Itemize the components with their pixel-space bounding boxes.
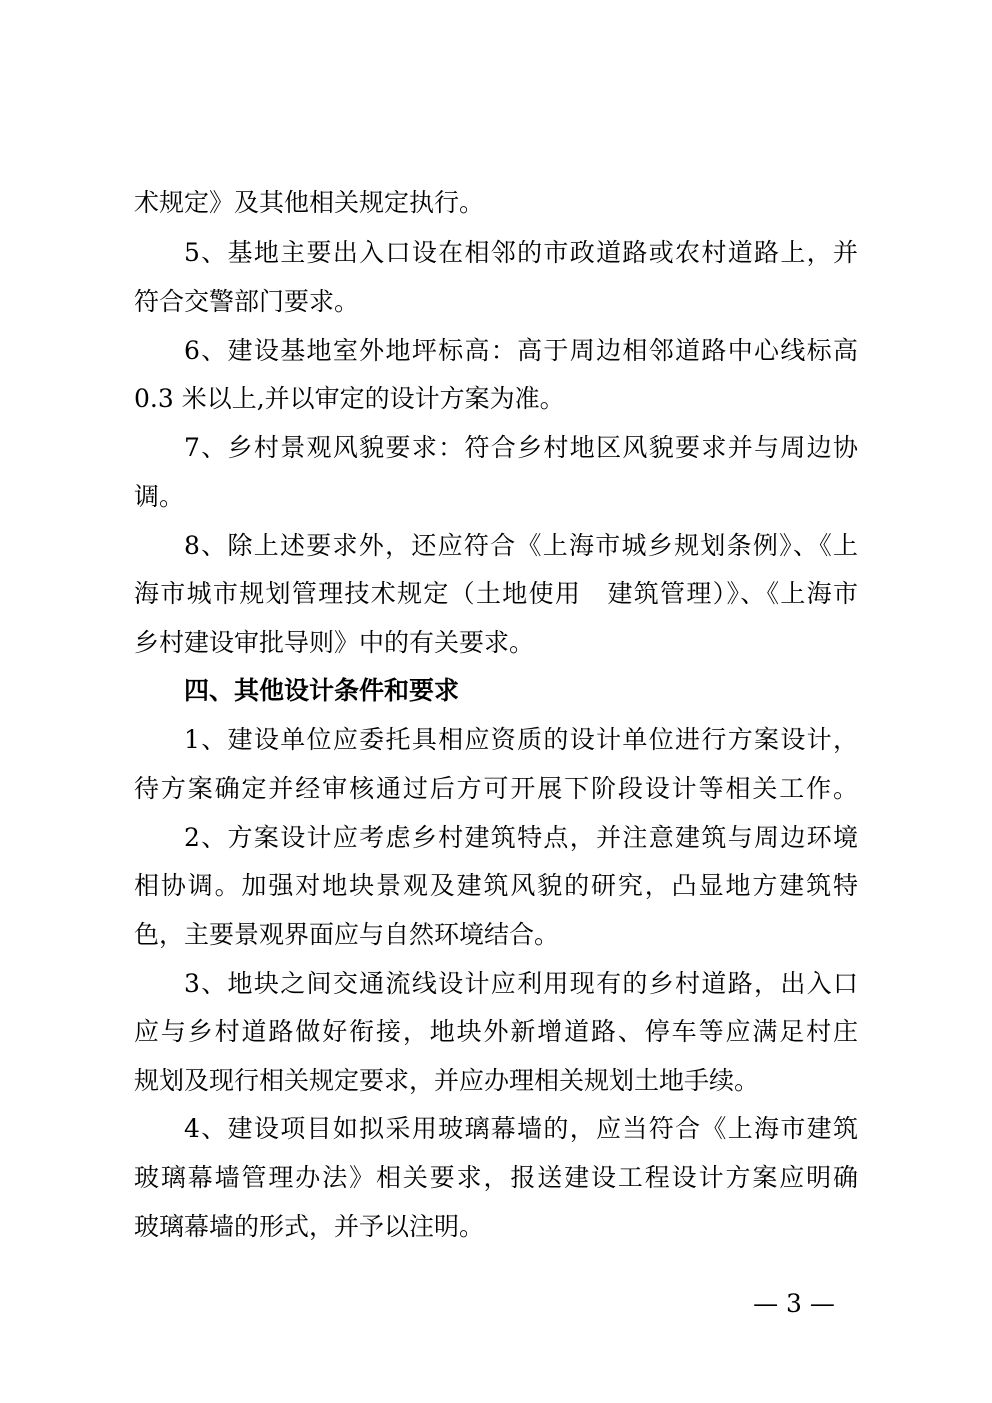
paragraph-line: 海市城市规划管理技术规定（土地使用 建筑管理）》、《上海市 [134, 579, 858, 608]
paragraph-line: 待方案确定并经审核通过后方可开展下阶段设计等相关工作。 [134, 774, 858, 803]
paragraph-line: 符合交警部门要求。 [134, 287, 360, 316]
paragraph-line: 术规定》及其他相关规定执行。 [134, 188, 485, 217]
page-number: — 3 — [753, 1289, 835, 1318]
paragraph-line: 应与乡村道路做好衔接，地块外新增道路、停车等应满足村庄 [134, 1017, 858, 1046]
paragraph-line: 玻璃幕墙管理办法》相关要求，报送建设工程设计方案应明确 [134, 1163, 858, 1192]
paragraph-line: 8、除上述要求外，还应符合《上海市城乡规划条例》、《上 [184, 531, 858, 560]
paragraph-line: 玻璃幕墙的形式，并予以注明。 [134, 1212, 485, 1241]
paragraph-line: 7、乡村景观风貌要求：符合乡村地区风貌要求并与周边协 [184, 433, 858, 462]
paragraph-line: 5、基地主要出入口设在相邻的市政道路或农村道路上，并 [184, 238, 858, 267]
paragraph-line: 规划及现行相关规定要求，并应办理相关规划土地手续。 [134, 1066, 760, 1095]
paragraph-line: 6、建设基地室外地坪标高：高于周边相邻道路中心线标高 [184, 336, 858, 365]
paragraph-line: 调。 [134, 482, 185, 511]
paragraph-line: 乡村建设审批导则》中的有关要求。 [134, 628, 535, 657]
paragraph-line: 1、建设单位应委托具相应资质的设计单位进行方案设计， [184, 725, 858, 754]
paragraph-line: 色，主要景观界面应与自然环境结合。 [134, 920, 560, 949]
paragraph-line: 4、建设项目如拟采用玻璃幕墙的，应当符合《上海市建筑 [184, 1114, 858, 1143]
paragraph-line: 3、地块之间交通流线设计应利用现有的乡村道路，出入口 [184, 969, 858, 998]
paragraph-line: 相协调。加强对地块景观及建筑风貌的研究，凸显地方建筑特 [134, 871, 858, 900]
paragraph-line: 0.3 米以上,并以审定的设计方案为准。 [134, 384, 565, 413]
paragraph-line: 2、方案设计应考虑乡村建筑特点，并注意建筑与周边环境 [184, 823, 858, 852]
section-heading: 四、其他设计条件和要求 [184, 676, 460, 705]
